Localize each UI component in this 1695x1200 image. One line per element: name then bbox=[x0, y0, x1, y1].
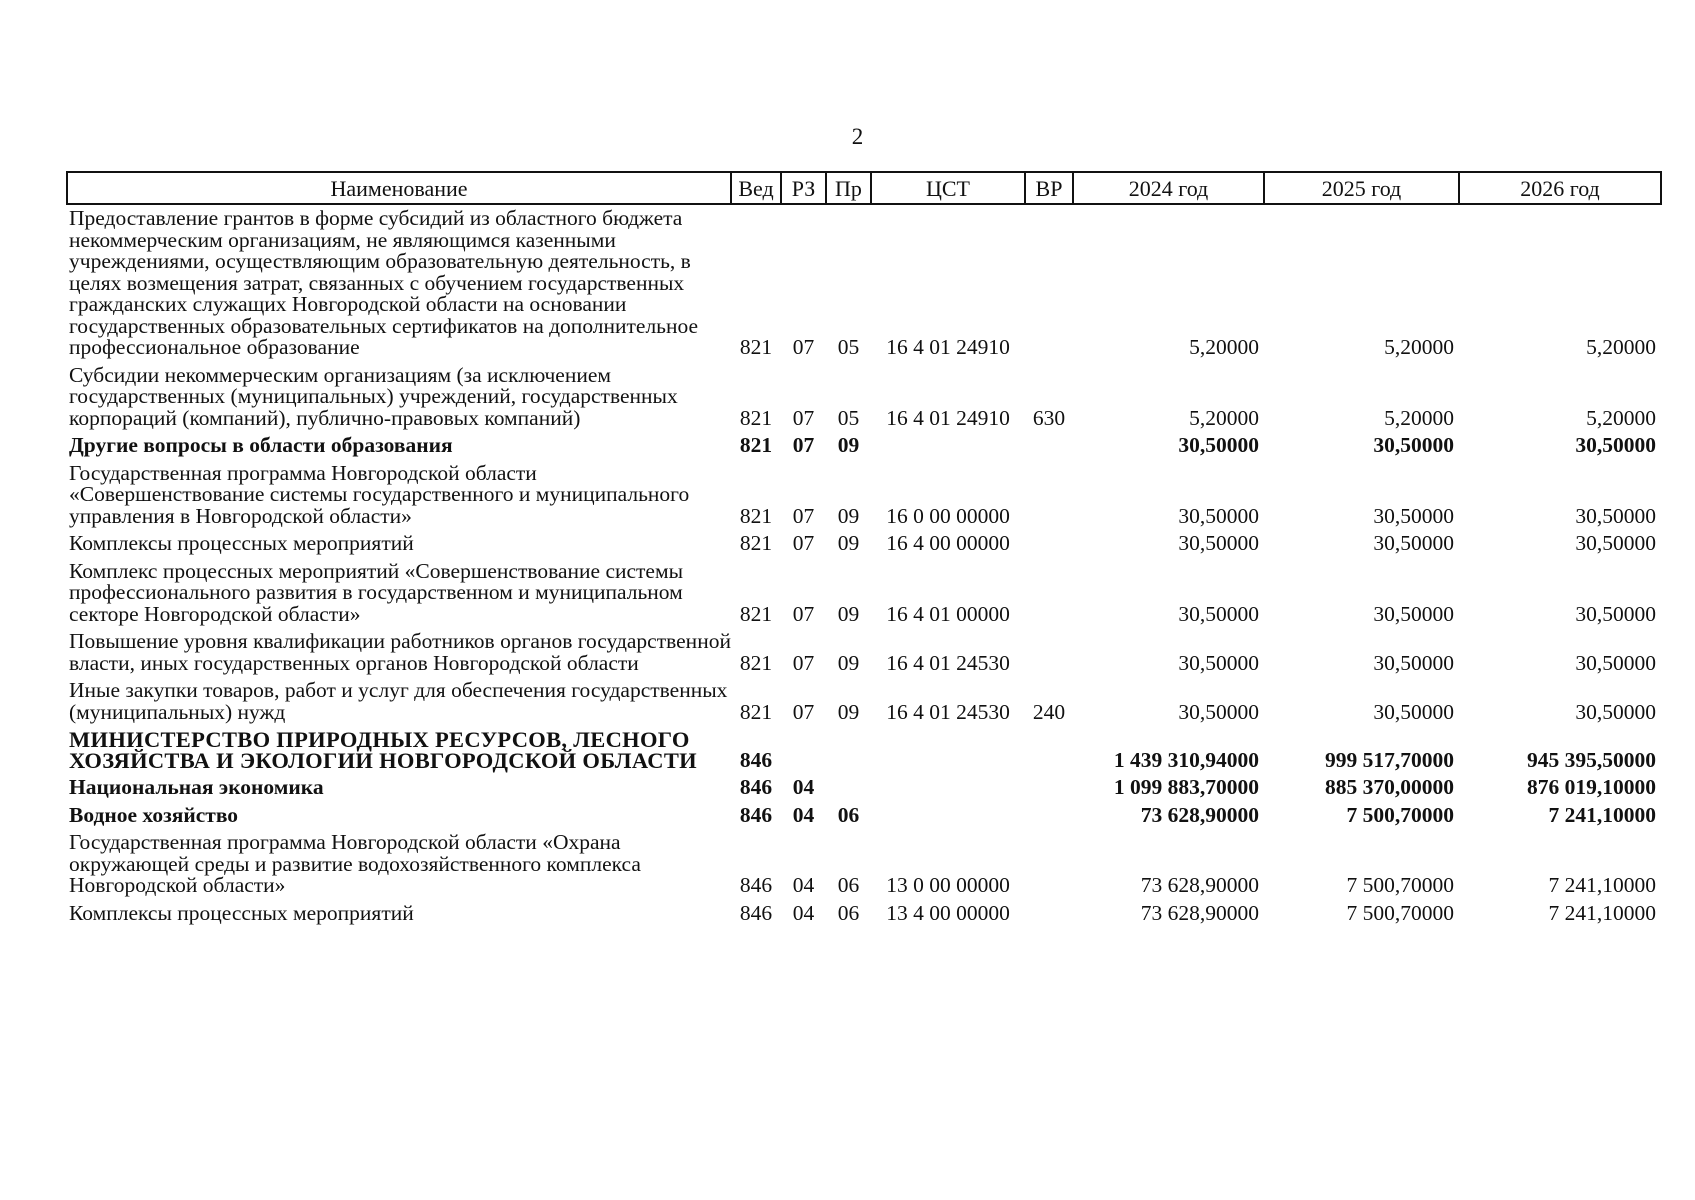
row-2025: 7 500,70000 bbox=[1346, 873, 1454, 897]
row-2026: 7 241,10000 bbox=[1548, 802, 1656, 827]
row-pr: 09 bbox=[837, 650, 860, 675]
row-cst: 16 0 00 00000 bbox=[886, 503, 1010, 528]
table-row bbox=[67, 829, 1661, 900]
row-cst: 13 4 00 00000 bbox=[886, 900, 1010, 925]
budget-table bbox=[66, 171, 1662, 927]
row-name: Другие вопросы в области образования bbox=[69, 433, 453, 457]
row-name: Государственная программа Новгородской области «Совершенствование системы государственного и муниципального управления в Новгородской области» bbox=[69, 460, 690, 528]
row-2026: 7 241,10000 bbox=[1548, 873, 1656, 897]
row-2024: 30,50000 bbox=[1178, 601, 1259, 626]
row-vr bbox=[1025, 530, 1073, 558]
row-ved: 821 bbox=[739, 405, 773, 430]
row-name: Государственная программа Новгородской области «Охрана окружающей среды и развитие водохозяйственного комплекса Новгородской области» bbox=[69, 830, 641, 897]
row-pr: 06 bbox=[837, 873, 860, 897]
row-pr bbox=[826, 726, 871, 774]
row-2024: 30,50000 bbox=[1178, 531, 1259, 555]
row-cst bbox=[871, 432, 1025, 460]
row-cst: 16 4 01 24530 bbox=[886, 650, 1010, 675]
row-2024: 30,50000 bbox=[1178, 433, 1259, 457]
row-rz: 07 bbox=[792, 650, 815, 675]
row-vr bbox=[1025, 726, 1073, 774]
header-cst: ЦСТ bbox=[871, 172, 1025, 204]
table-row bbox=[67, 628, 1661, 677]
row-cst: 13 0 00 00000 bbox=[886, 873, 1010, 897]
row-name: Иные закупки товаров, работ и услуг для обеспечения государственных (муниципальных) нужд bbox=[69, 678, 728, 724]
row-rz: 04 bbox=[792, 802, 815, 827]
row-rz: 07 bbox=[792, 405, 815, 430]
row-vr bbox=[1025, 432, 1073, 460]
row-name: Комплексы процессных мероприятий bbox=[69, 900, 414, 925]
row-2024: 5,20000 bbox=[1189, 335, 1259, 359]
table-header-row bbox=[67, 172, 1661, 204]
row-ved: 821 bbox=[739, 650, 773, 675]
row-vr: 240 bbox=[1032, 699, 1066, 724]
row-2026: 945 395,50000 bbox=[1527, 747, 1656, 772]
header-vr: ВР bbox=[1025, 172, 1073, 204]
row-cst: 16 4 01 00000 bbox=[886, 601, 1010, 626]
row-2025: 885 370,00000 bbox=[1325, 775, 1454, 799]
row-2024: 30,50000 bbox=[1178, 503, 1259, 528]
row-2024: 5,20000 bbox=[1189, 405, 1259, 430]
row-2025: 5,20000 bbox=[1384, 405, 1454, 430]
row-pr: 05 bbox=[837, 335, 860, 359]
row-rz: 07 bbox=[792, 503, 815, 528]
row-ved: 821 bbox=[739, 503, 773, 528]
row-2025: 30,50000 bbox=[1373, 699, 1454, 724]
row-cst: 16 4 01 24910 bbox=[886, 405, 1010, 430]
row-vr bbox=[1025, 774, 1073, 802]
table-row bbox=[67, 362, 1661, 433]
row-2026: 30,50000 bbox=[1575, 699, 1656, 724]
row-name: Субсидии некоммерческим организациям (за исключением государственных (муниципальных) учреждений, государственных корпораций (компаний), публично-правовых компаний) bbox=[69, 362, 678, 430]
row-2025: 30,50000 bbox=[1373, 601, 1454, 626]
row-2026: 5,20000 bbox=[1586, 335, 1656, 359]
row-rz: 07 bbox=[792, 433, 815, 457]
row-vr bbox=[1025, 802, 1073, 830]
row-2026: 30,50000 bbox=[1575, 531, 1656, 555]
row-rz: 07 bbox=[792, 601, 815, 626]
row-2026: 876 019,10000 bbox=[1527, 775, 1656, 799]
row-pr: 09 bbox=[837, 699, 860, 724]
row-rz: 07 bbox=[792, 335, 815, 359]
table-row bbox=[67, 900, 1661, 928]
row-pr: 09 bbox=[837, 433, 860, 457]
row-ved: 821 bbox=[739, 699, 773, 724]
row-name: Комплексы процессных мероприятий bbox=[69, 531, 414, 555]
header-ved: Вед bbox=[731, 172, 781, 204]
row-vr bbox=[1025, 628, 1073, 677]
row-cst: 16 4 00 00000 bbox=[886, 531, 1010, 555]
header-2024: 2024 год bbox=[1073, 172, 1264, 204]
header-2025: 2025 год bbox=[1264, 172, 1459, 204]
row-2025: 7 500,70000 bbox=[1346, 802, 1454, 827]
row-pr: 06 bbox=[837, 802, 860, 827]
row-2024: 30,50000 bbox=[1178, 650, 1259, 675]
row-2026: 30,50000 bbox=[1575, 650, 1656, 675]
row-2024: 73 628,90000 bbox=[1140, 873, 1259, 897]
row-2024: 1 099 883,70000 bbox=[1113, 775, 1259, 799]
header-rz: РЗ bbox=[781, 172, 826, 204]
row-pr: 09 bbox=[837, 503, 860, 528]
row-2025: 5,20000 bbox=[1384, 335, 1454, 359]
row-ved: 821 bbox=[739, 335, 773, 359]
row-name: Комплекс процессных мероприятий «Совершенствование системы профессионального развития в государственном и муниципальном секторе Новгородской области» bbox=[69, 558, 684, 626]
row-ved: 821 bbox=[739, 601, 773, 626]
row-rz: 07 bbox=[792, 699, 815, 724]
row-ved: 846 bbox=[739, 747, 773, 772]
row-2026: 7 241,10000 bbox=[1548, 900, 1656, 925]
row-rz: 04 bbox=[792, 775, 815, 799]
table-row bbox=[67, 460, 1661, 531]
row-pr bbox=[826, 774, 871, 802]
row-name: Водное хозяйство bbox=[69, 802, 239, 827]
row-2025: 30,50000 bbox=[1373, 650, 1454, 675]
table-row bbox=[67, 204, 1661, 362]
row-rz: 07 bbox=[792, 531, 815, 555]
row-name: Предоставление грантов в форме субсидий из областного бюджета некоммерческим организациям, не являющимся казенными учреждениями, осуществляющим образовательную деятельность, в целях возмещения затрат, связанных с обучением государственных гражданских служащих Новгородской области на основании государственных образовательных сертификатов на дополнительное профессиональное образование bbox=[69, 206, 699, 359]
row-ved: 846 bbox=[739, 775, 773, 799]
row-vr bbox=[1025, 204, 1073, 362]
row-name: МИНИСТЕРСТВО ПРИРОДНЫХ РЕСУРСОВ, ЛЕСНОГО ХОЗЯЙСТВА И ЭКОЛОГИИ НОВГОРОДСКОЙ ОБЛАСТИ bbox=[69, 727, 697, 773]
row-2025: 999 517,70000 bbox=[1325, 747, 1454, 772]
header-2026: 2026 год bbox=[1459, 172, 1661, 204]
row-2026: 30,50000 bbox=[1575, 601, 1656, 626]
row-cst bbox=[871, 774, 1025, 802]
row-ved: 846 bbox=[739, 802, 773, 827]
table-row bbox=[67, 558, 1661, 629]
row-cst: 16 4 01 24910 bbox=[886, 335, 1010, 359]
table-row-section bbox=[67, 432, 1661, 460]
row-rz: 04 bbox=[792, 873, 815, 897]
header-name: Наименование bbox=[67, 172, 731, 204]
row-name: Повышение уровня квалификации работников органов государственной власти, иных государственных органов Новгородской области bbox=[69, 629, 731, 675]
row-cst bbox=[871, 802, 1025, 830]
row-ved: 846 bbox=[739, 873, 773, 897]
row-ved: 821 bbox=[739, 433, 773, 457]
row-pr: 09 bbox=[837, 601, 860, 626]
row-rz: 04 bbox=[792, 900, 815, 925]
row-vr: 630 bbox=[1032, 405, 1066, 430]
row-vr bbox=[1025, 558, 1073, 629]
row-ved: 821 bbox=[739, 531, 773, 555]
page-number: 2 bbox=[851, 124, 864, 149]
row-cst: 16 4 01 24530 bbox=[886, 699, 1010, 724]
table-row bbox=[67, 677, 1661, 726]
table-row-ministry bbox=[67, 726, 1661, 774]
table-row bbox=[67, 530, 1661, 558]
table-row-section bbox=[67, 774, 1661, 802]
row-2025: 30,50000 bbox=[1373, 433, 1454, 457]
row-pr: 05 bbox=[837, 405, 860, 430]
row-vr bbox=[1025, 460, 1073, 531]
row-2025: 30,50000 bbox=[1373, 531, 1454, 555]
row-pr: 06 bbox=[837, 900, 860, 925]
row-2024: 30,50000 bbox=[1178, 699, 1259, 724]
row-name: Национальная экономика bbox=[69, 775, 324, 799]
row-2024: 1 439 310,94000 bbox=[1113, 747, 1259, 772]
header-pr: Пр bbox=[826, 172, 871, 204]
row-2026: 5,20000 bbox=[1586, 405, 1656, 430]
row-2024: 73 628,90000 bbox=[1140, 900, 1259, 925]
row-vr bbox=[1025, 900, 1073, 928]
row-pr: 09 bbox=[837, 531, 860, 555]
row-rz bbox=[781, 726, 826, 774]
row-2026: 30,50000 bbox=[1575, 503, 1656, 528]
table-row-section bbox=[67, 802, 1661, 830]
row-vr bbox=[1025, 829, 1073, 900]
row-2026: 30,50000 bbox=[1575, 433, 1656, 457]
row-2025: 30,50000 bbox=[1373, 503, 1454, 528]
row-cst bbox=[871, 726, 1025, 774]
row-2024: 73 628,90000 bbox=[1140, 802, 1259, 827]
row-2025: 7 500,70000 bbox=[1346, 900, 1454, 925]
row-ved: 846 bbox=[739, 900, 773, 925]
